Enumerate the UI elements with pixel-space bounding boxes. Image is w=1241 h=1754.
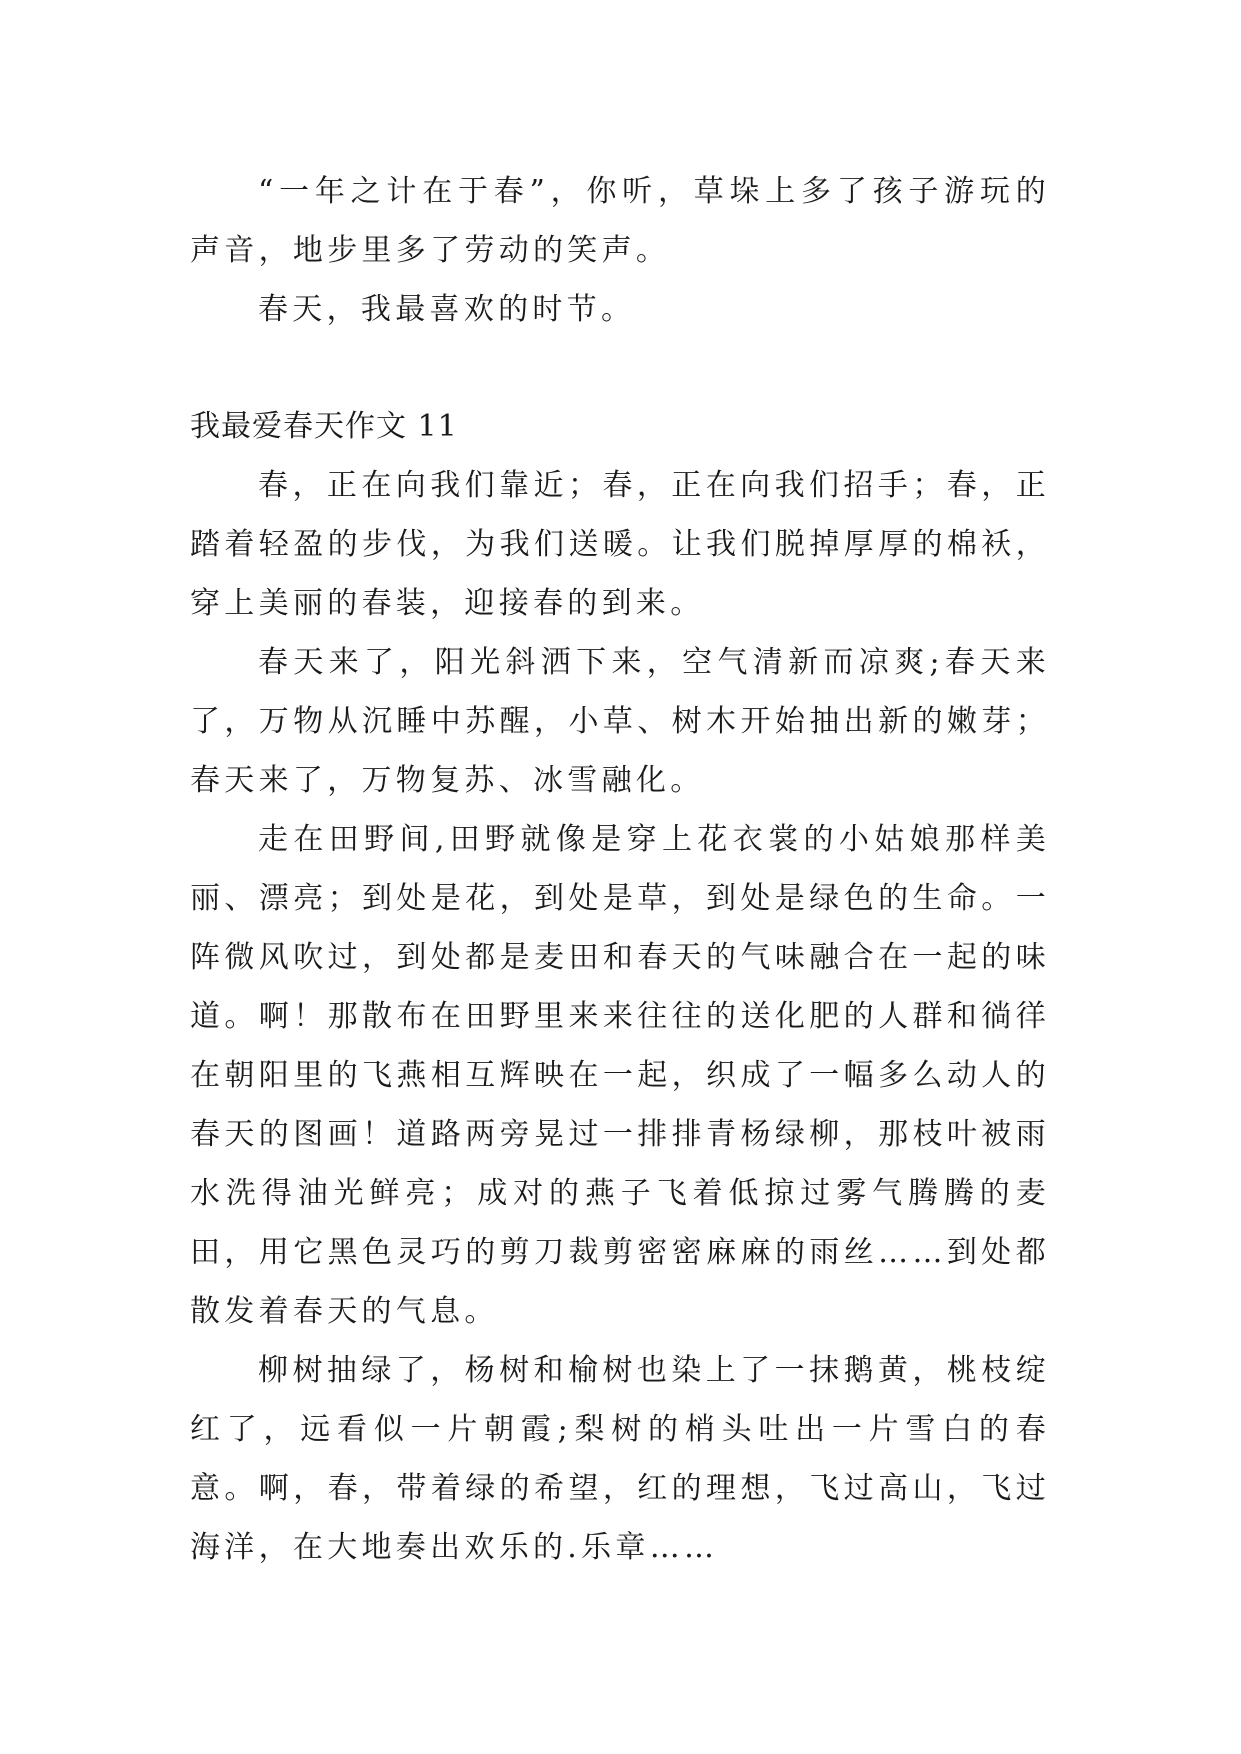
section-title: 我最爱春天作文 11 [190, 409, 458, 444]
paragraph: 春，正在向我们靠近；春，正在向我们招手；春，正踏着轻盈的步伐，为我们送暖。让我们脱掉厚厚的棉袄，穿上美丽的春装，迎接春的到来。 [190, 468, 1050, 621]
paragraph: 柳树抽绿了，杨树和榆树也染上了一抹鹅黄，桃枝绽红了，远看似一片朝霞;梨树的梢头吐出一片雪白的春意。啊，春，带着绿的希望，红的理想，飞过高山，飞过海洋，在大地奏出欢乐的.乐章…… [190, 1353, 1050, 1565]
paragraph: 走在田野间,田野就像是穿上花衣裳的小姑娘那样美丽、漂亮；到处是花，到处是草，到处是绿色的生命。一阵微风吹过，到处都是麦田和春天的气味融合在一起的味道。啊！那散布在田野里来来往往的送化肥的人群和徜徉在朝阳里的飞燕相互辉映在一起，织成了一幅多么动人的春天的图画！道路两旁晃过一排排青杨绿柳，那枝叶被雨水洗得油光鲜亮；成对的燕子飞着低掠过雾气腾腾的麦田，用它黑色灵巧的剪刀裁剪密密麻麻的雨丝……到处都散发着春天的气息。 [190, 822, 1050, 1329]
paragraph: 春天来了，阳光斜洒下来，空气清新而凉爽;春天来了，万物从沉睡中苏醒，小草、树木开始抽出新的嫩芽；春天来了，万物复苏、冰雪融化。 [190, 645, 1050, 798]
document-body [190, 162, 1050, 1577]
paragraph: 春天，我最喜欢的时节。 [258, 292, 636, 327]
paragraph: “一年之计在于春”，你听，草垛上多了孩子游玩的声音，地步里多了劳动的笑声。 [190, 174, 1050, 268]
